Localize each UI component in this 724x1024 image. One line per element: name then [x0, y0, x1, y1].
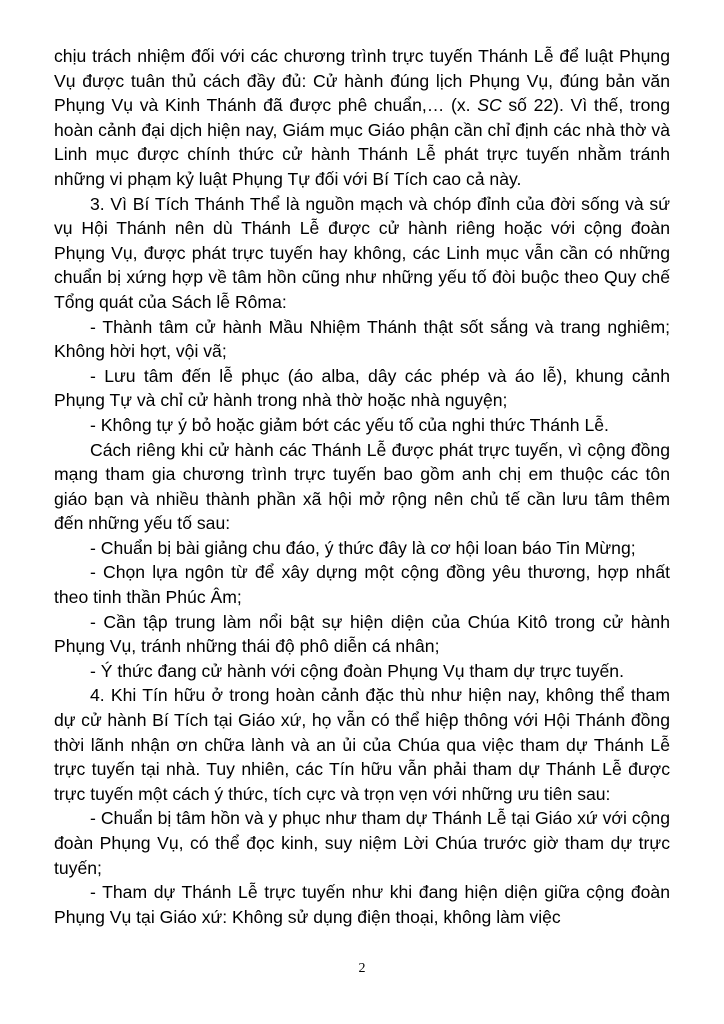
list-item-vestments: - Lưu tâm đến lễ phục (áo alba, dây các phép và áo lễ), khung cảnh Phụng Tự và chỉ cử hành trong nhà thờ hoặc nhà nguyện; [54, 365, 670, 411]
paragraph-section-3: 3. Vì Bí Tích Thánh Thể là nguồn mạch và chóp đỉnh của đời sống và sứ vụ Hội Thánh nên dù Thánh Lễ được cử hành riêng hoặc với cộng đoàn Phụng Vụ, được phát trực tuyến hay không, các Linh mục vẫn cần có những chuẩn bị xứng hợp về tâm hồn cũng như những yếu tố đòi buộc theo Quy chế Tổng quát của Sách lễ Rôma: [54, 193, 670, 312]
list-item-prepare-soul: - Chuẩn bị tâm hồn và y phục như tham dự Thánh Lễ tại Giáo xứ với cộng đoàn Phụng Vụ, có thể đọc kinh, suy niệm Lời Chúa trước giờ tham dự trực tuyến; [54, 808, 670, 878]
document-body [54, 44, 670, 929]
page-number: 2 [358, 961, 366, 976]
list-item-christ-presence: - Cần tập trung làm nổi bật sự hiện diện của Chúa Kitô trong cử hành Phụng Vụ, tránh những thái độ phô diễn cá nhân; [54, 611, 670, 657]
sc-reference: SC [477, 95, 502, 116]
list-item-no-omission: - Không tự ý bỏ hoặc giảm bớt các yếu tố của nghi thức Thánh Lễ. [90, 414, 609, 435]
list-item-homily: - Chuẩn bị bài giảng chu đáo, ý thức đây là cơ hội loan báo Tin Mừng; [90, 537, 636, 558]
list-item-celebrate-devoutly: - Thành tâm cử hành Mầu Nhiệm Thánh thật sốt sắng và trang nghiêm; Không hời hợt, vội vã; [54, 316, 670, 362]
list-item-language: - Chọn lựa ngôn từ để xây dựng một cộng đồng yêu thương, hợp nhất theo tinh thần Phúc Âm; [54, 562, 670, 608]
list-item-aware-community: - Ý thức đang cử hành với cộng đoàn Phụng Vụ tham dự trực tuyến. [90, 660, 624, 681]
list-item-attend-online: - Tham dự Thánh Lễ trực tuyến như khi đang hiện diện giữa cộng đoàn Phụng Vụ tại Giáo xứ: Không sử dụng điện thoại, không làm việc [54, 882, 670, 927]
paragraph-section-4: 4. Khi Tín hữu ở trong hoàn cảnh đặc thù như hiện nay, không thể tham dự cử hành Bí Tích tại Giáo xứ, họ vẫn có thể hiệp thông với Hội Thánh đồng thời lãnh nhận ơn chữa lành và an ủi của Chúa qua việc tham dự Thánh Lễ trực tuyến tại nhà. Tuy nhiên, các Tín hữu vẫn phải tham dự Thánh Lễ được trực tuyến một cách ý thức, tích cực và trọn vẹn với những ưu tiên sau: [54, 685, 670, 804]
paragraph-online-masses: Cách riêng khi cử hành các Thánh Lễ được phát trực tuyến, vì cộng đồng mạng tham gia chương trình trực tuyến bao gồm anh chị em thuộc các tôn giáo bạn và nhiều thành phần xã hội mở rộng nên chủ tế cần lưu tâm thêm đến những yếu tố sau: [54, 439, 670, 534]
paragraph-continuation: chịu trách nhiệm đối với các chương trình trực tuyến Thánh Lễ để luật Phụng Vụ được tuân thủ cách đầy đủ: Cử hành đúng lịch Phụng Vụ, đúng bản văn Phụng Vụ và Kinh Thánh đã được phê chuẩn,… (x. SC số 22). Vì thế, trong hoàn cảnh đại dịch hiện nay, Giám mục Giáo phận cần chỉ định các nhà thờ và Linh mục được chính thức cử hành Thánh Lễ phát trực tuyến nhằm tránh những vi phạm kỷ luật Phụng Tự đối với Bí Tích cao cả này. [54, 46, 670, 189]
